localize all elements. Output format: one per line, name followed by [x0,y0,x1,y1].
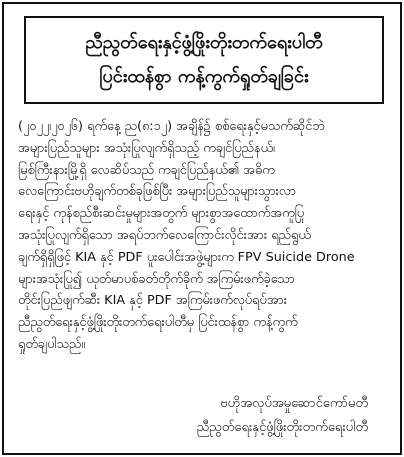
body-line: ညီညွတ်ရေးနှင့်ဖွံ့ဖြိုးတိုးတက်ရေးပါတီမှ ပြင်းထန်စွာ ကန့်ကွက် [18,315,298,331]
title-box [24,16,384,104]
statement-body [18,116,388,356]
body-line: အသုံးပြုလျက်ရှိသော အရပ်ဘက်လေကြောင်းလိုင်းအား ရည်ရွယ် [18,227,311,243]
body-line: တိုင်းပြည်ဖျက်ဆီး KIA နှင့် PDF အကြမ်းဖက်လုပ်ရပ်အား [18,293,287,309]
party-name-title: ညီညွတ်ရေးနှင့်ဖွံ့ဖြိုးတိုးတက်ရေးပါတီ [85,32,323,53]
body-line: လေကြောင်းဗဟိုချက်တစ်ခုဖြစ်ပြီး အများပြည်သူများသွားလာ [18,184,297,200]
body-line: ချက်ရှိရှိဖြင့် KIA နှင့် PDF ပူးပေါင်းအဖွဲ့များက FPV Suicide Drone [18,249,355,265]
body-line: ရေးနှင့် ကုန်စည်စီးဆင်းမှုများအတွက် များစွာအထောက်အကူပြု [18,206,305,222]
body-line: များအသုံးပြု၍ ယုတ်မာပစ်ခတ်တိုက်ခိုက် အကြမ်းဖက်ခဲ့သော [18,271,295,287]
party-name-signature: ညီညွတ်ရေးနှင့်ဖွံ့ဖြိုးတိုးတက်ရေးပါတီ [196,420,368,435]
body-line: အများပြည်သူများ အသုံးပြုလျက်ရှိသည့် ကချင်ပြည်နယ်၊ [18,140,275,156]
body-line: (၂၀၂၂၊၂၀၂၆) ရက်နေ့ ည(၈:၁၂) အချိန်၌ စစ်ရေးနှင့်မသက်ဆိုင်ဘဲ [18,119,325,134]
statement-heading: ပြင်းထန်စွာ ကန့်ကွက်ရှုတ်ချခြင်း [99,66,309,87]
statement-frame [2,2,402,455]
committee-name: ဗဟိုအလုပ်အမှုဆောင်ကော်မတီ [220,396,368,411]
body-line: ရှုတ်ချပါသည်။ [18,336,86,352]
signature-block [18,392,368,440]
body-line: မြစ်ကြီးနားမြို့ရှိ လေဆိပ်သည် ကချင်ပြည်နယ်၏ အဓိက [18,162,275,178]
